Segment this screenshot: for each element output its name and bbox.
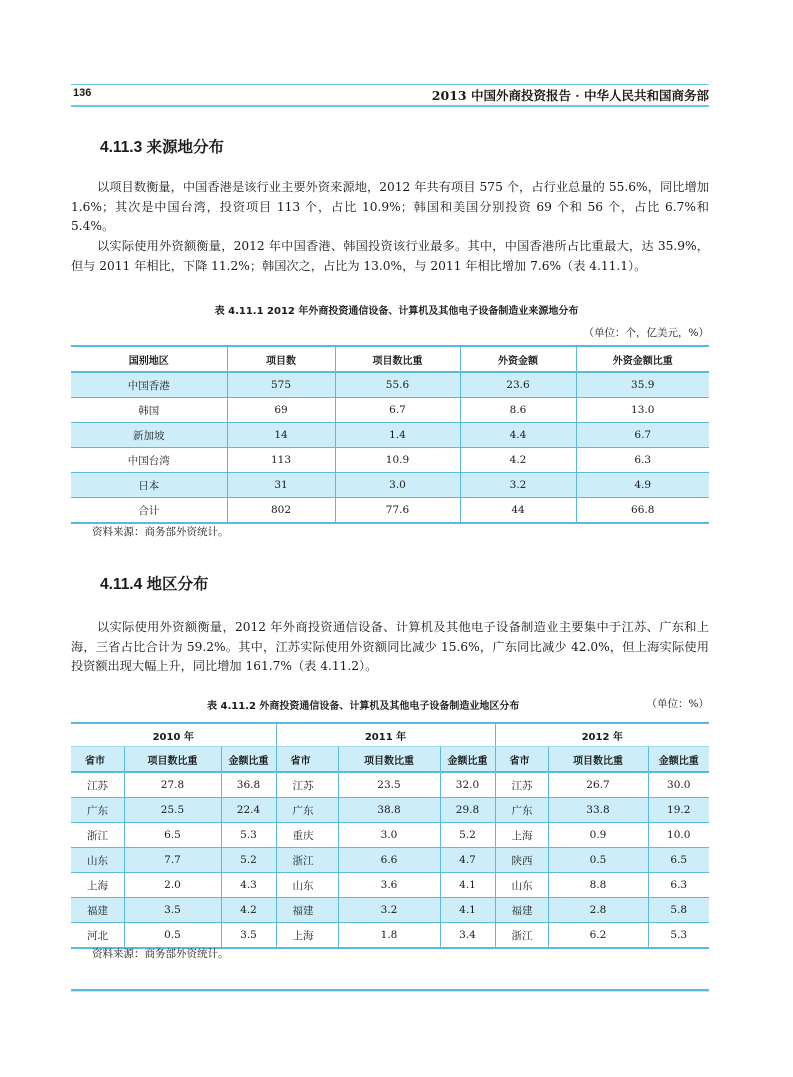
value-cell: 0.5 xyxy=(124,923,221,949)
value-cell: 77.6 xyxy=(335,498,460,524)
province-cell: 广东 xyxy=(71,798,124,823)
region-cell: 新加坡 xyxy=(71,423,227,448)
region-distribution-table xyxy=(71,722,709,949)
section-region-body xyxy=(71,618,709,677)
column-header: 国别地区 xyxy=(71,346,227,372)
province-cell: 浙江 xyxy=(276,848,338,873)
table-row xyxy=(71,873,709,898)
province-cell: 上海 xyxy=(276,923,338,949)
column-header: 省市 xyxy=(495,747,548,773)
value-cell: 3.2 xyxy=(338,898,440,923)
value-cell: 1.8 xyxy=(338,923,440,949)
value-cell: 4.1 xyxy=(440,898,495,923)
value-cell: 4.9 xyxy=(576,473,709,498)
table1-source-note: 资料来源：商务部外资统计。 xyxy=(92,526,229,538)
value-cell: 6.2 xyxy=(548,923,648,949)
value-cell: 0.9 xyxy=(548,823,648,848)
value-cell: 113 xyxy=(227,448,335,473)
value-cell: 14 xyxy=(227,423,335,448)
value-cell: 8.8 xyxy=(548,873,648,898)
value-cell: 4.3 xyxy=(221,873,276,898)
column-header: 外资金额比重 xyxy=(576,346,709,372)
value-cell: 3.5 xyxy=(124,898,221,923)
value-cell: 23.5 xyxy=(338,772,440,798)
value-cell: 23.6 xyxy=(460,372,576,398)
value-cell: 6.6 xyxy=(338,848,440,873)
value-cell: 26.7 xyxy=(548,772,648,798)
column-header: 外资金额 xyxy=(460,346,576,372)
value-cell: 5.2 xyxy=(440,823,495,848)
value-cell: 25.5 xyxy=(124,798,221,823)
column-header: 项目数比重 xyxy=(335,346,460,372)
value-cell: 6.3 xyxy=(576,448,709,473)
value-cell: 13.0 xyxy=(576,398,709,423)
running-title: 2013 中国外商投资报告 · 中华人民共和国商务部 xyxy=(431,88,709,103)
page-header xyxy=(71,84,709,107)
province-cell: 上海 xyxy=(71,873,124,898)
value-cell: 575 xyxy=(227,372,335,398)
province-cell: 上海 xyxy=(495,823,548,848)
year-header: 2010 年 xyxy=(71,723,276,747)
value-cell: 6.7 xyxy=(335,398,460,423)
table-row xyxy=(71,372,709,398)
province-cell: 浙江 xyxy=(71,823,124,848)
year-header-row xyxy=(71,723,709,747)
value-cell: 8.6 xyxy=(460,398,576,423)
value-cell: 5.2 xyxy=(221,848,276,873)
value-cell: 5.8 xyxy=(648,898,709,923)
province-cell: 广东 xyxy=(276,798,338,823)
table2-caption: 表 4.11.2 外商投资通信设备、计算机及其他电子设备制造业地区分布 xyxy=(207,701,520,712)
province-cell: 浙江 xyxy=(495,923,548,949)
region-cell: 韩国 xyxy=(71,398,227,423)
value-cell: 3.0 xyxy=(338,823,440,848)
province-cell: 江苏 xyxy=(495,772,548,798)
year-header: 2012 年 xyxy=(495,723,709,747)
region-cell: 中国香港 xyxy=(71,372,227,398)
value-cell: 27.8 xyxy=(124,772,221,798)
table1-caption: 表 4.11.1 2012 年外商投资通信设备、计算机及其他电子设备制造业来源地分布 xyxy=(214,306,579,317)
value-cell: 69 xyxy=(227,398,335,423)
table1-unit: （单位：个，亿美元，%） xyxy=(583,327,709,339)
province-cell: 山东 xyxy=(276,873,338,898)
value-cell: 66.8 xyxy=(576,498,709,524)
table-row xyxy=(71,448,709,473)
table-row xyxy=(71,772,709,798)
table2-unit: （单位：%） xyxy=(646,698,709,710)
section-source-body xyxy=(71,178,709,277)
value-cell: 29.8 xyxy=(440,798,495,823)
value-cell: 30.0 xyxy=(648,772,709,798)
value-cell: 32.0 xyxy=(440,772,495,798)
value-cell: 35.9 xyxy=(576,372,709,398)
page-number: 136 xyxy=(73,87,92,99)
table-row xyxy=(71,498,709,524)
region-cell: 中国台湾 xyxy=(71,448,227,473)
value-cell: 6.7 xyxy=(576,423,709,448)
table-row xyxy=(71,798,709,823)
value-cell: 3.5 xyxy=(221,923,276,949)
table-row xyxy=(71,848,709,873)
year-header: 2011 年 xyxy=(276,723,495,747)
table-row xyxy=(71,423,709,448)
column-header: 省市 xyxy=(71,747,124,773)
source-distribution-table xyxy=(71,345,709,524)
province-cell: 山东 xyxy=(495,873,548,898)
value-cell: 6.3 xyxy=(648,873,709,898)
value-cell: 6.5 xyxy=(124,823,221,848)
value-cell: 19.2 xyxy=(648,798,709,823)
value-cell: 5.3 xyxy=(648,923,709,949)
province-cell: 江苏 xyxy=(276,772,338,798)
region-cell: 日本 xyxy=(71,473,227,498)
province-cell: 福建 xyxy=(495,898,548,923)
value-cell: 10.9 xyxy=(335,448,460,473)
province-cell: 山东 xyxy=(71,848,124,873)
province-cell: 广东 xyxy=(495,798,548,823)
value-cell: 0.5 xyxy=(548,848,648,873)
province-cell: 重庆 xyxy=(276,823,338,848)
value-cell: 3.4 xyxy=(440,923,495,949)
paragraph: 以实际使用外资额衡量，2012 年中国香港、韩国投资该行业最多。其中，中国香港所占比重最大，达 35.9%，但与 2011 年相比，下降 11.2%；韩国次之，占比为 13.0%，与 2011 年相比增加 7.6%（表 4.11.1）。 xyxy=(71,239,709,273)
value-cell: 1.4 xyxy=(335,423,460,448)
value-cell: 2.0 xyxy=(124,873,221,898)
province-cell: 陕西 xyxy=(495,848,548,873)
value-cell: 4.2 xyxy=(221,898,276,923)
value-cell: 3.0 xyxy=(335,473,460,498)
region-cell: 合计 xyxy=(71,498,227,524)
value-cell: 3.2 xyxy=(460,473,576,498)
table-header-row xyxy=(71,747,709,773)
table-header-row xyxy=(71,346,709,372)
table-row xyxy=(71,473,709,498)
section-title-source: 4.11.3 来源地分布 xyxy=(100,139,225,156)
column-header: 金额比重 xyxy=(648,747,709,773)
value-cell: 4.4 xyxy=(460,423,576,448)
value-cell: 22.4 xyxy=(221,798,276,823)
value-cell: 2.8 xyxy=(548,898,648,923)
column-header: 金额比重 xyxy=(440,747,495,773)
value-cell: 36.8 xyxy=(221,772,276,798)
table-row xyxy=(71,823,709,848)
column-header: 项目数比重 xyxy=(124,747,221,773)
column-header: 金额比重 xyxy=(221,747,276,773)
value-cell: 4.1 xyxy=(440,873,495,898)
province-cell: 河北 xyxy=(71,923,124,949)
province-cell: 福建 xyxy=(276,898,338,923)
column-header: 项目数比重 xyxy=(548,747,648,773)
paragraph: 以实际使用外资额衡量，2012 年外商投资通信设备、计算机及其他电子设备制造业主要集中于江苏、广东和上海，三省占比合计为 59.2%。其中，江苏实际使用外资额同比减少 15.6%，广东同比减少 42.0%，但上海实际使用投资额出现大幅上升，同比增加 161.7%（表 4.11.2）。 xyxy=(71,620,709,674)
column-header: 省市 xyxy=(276,747,338,773)
value-cell: 38.8 xyxy=(338,798,440,823)
value-cell: 10.0 xyxy=(648,823,709,848)
province-cell: 江苏 xyxy=(71,772,124,798)
province-cell: 福建 xyxy=(71,898,124,923)
column-header: 项目数比重 xyxy=(338,747,440,773)
paragraph: 以项目数衡量，中国香港是该行业主要外资来源地，2012 年共有项目 575 个，占行业总量的 55.6%，同比增加 1.6%；其次是中国台湾，投资项目 113 个，占比 10.9%；韩国和美国分别投资 69 个和 56 个，占比 6.7%和 5.4%。 xyxy=(71,180,709,234)
value-cell: 4.7 xyxy=(440,848,495,873)
value-cell: 44 xyxy=(460,498,576,524)
column-header: 项目数 xyxy=(227,346,335,372)
value-cell: 55.6 xyxy=(335,372,460,398)
value-cell: 33.8 xyxy=(548,798,648,823)
value-cell: 3.6 xyxy=(338,873,440,898)
table-row xyxy=(71,923,709,949)
table-row xyxy=(71,898,709,923)
section-title-region: 4.11.4 地区分布 xyxy=(100,576,209,593)
value-cell: 31 xyxy=(227,473,335,498)
table-row xyxy=(71,398,709,423)
value-cell: 6.5 xyxy=(648,848,709,873)
value-cell: 802 xyxy=(227,498,335,524)
value-cell: 4.2 xyxy=(460,448,576,473)
footer-rule xyxy=(71,989,709,992)
value-cell: 7.7 xyxy=(124,848,221,873)
table2-source-note: 资料来源：商务部外资统计。 xyxy=(92,948,229,960)
value-cell: 5.3 xyxy=(221,823,276,848)
